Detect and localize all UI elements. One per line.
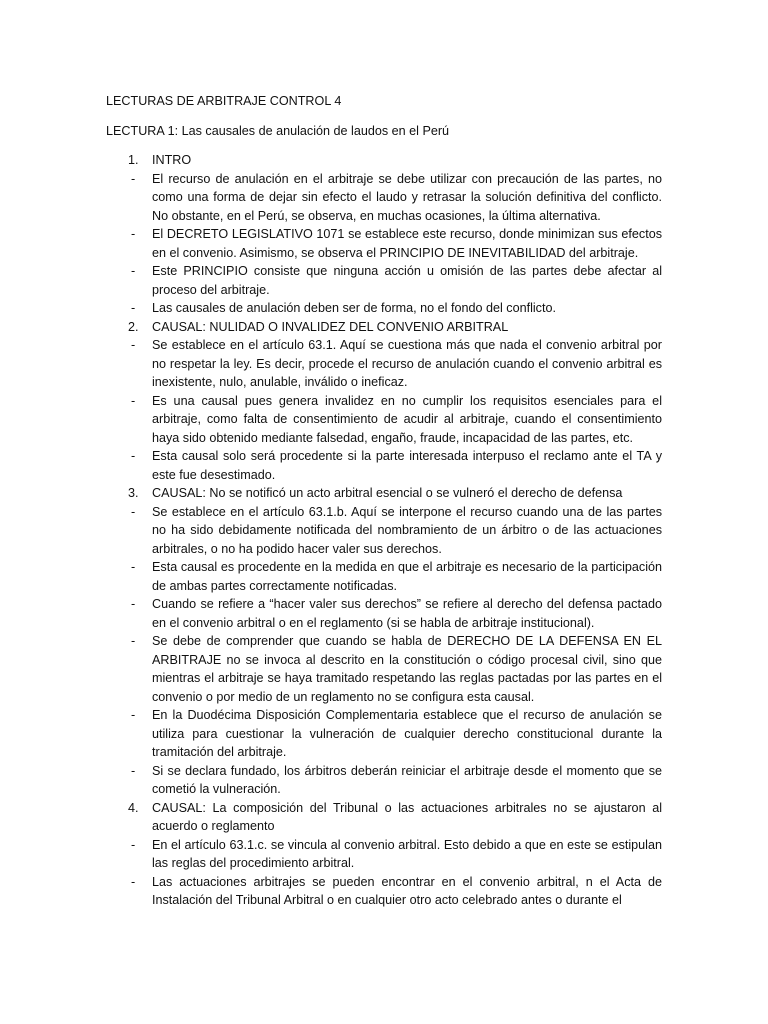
dash-bullet: - <box>131 597 136 611</box>
bullet-item <box>106 447 662 484</box>
bullet-item <box>106 392 662 448</box>
document-title: LECTURAS DE ARBITRAJE CONTROL 4 <box>106 94 342 108</box>
dash-bullet: - <box>131 449 136 463</box>
item-text: Es una causal pues genera invalidez en no cumplir los requisitos esenciales para el arbitraje, como falta de consentimiento de acudir al arbitraje, cuando el consentimiento haya sido obtenido mediante falsedad, engaño, fraude, incapacidad de las partes, etc. <box>152 393 662 445</box>
item-text: Cuando se refiere a “hacer valer sus derechos” se refiere al derecho del defensa pactado en el convenio arbitral o en el reglamento (si se habla de arbitraje institucional). <box>152 597 662 630</box>
bullet-item <box>106 558 662 595</box>
dash-bullet: - <box>131 227 136 241</box>
numbered-heading <box>106 799 662 836</box>
bullet-item <box>106 873 662 910</box>
item-text: Si se declara fundado, los árbitros deberán reiniciar el arbitraje desde el momento que se cometió la vulneración. <box>152 763 662 796</box>
bullet-item <box>106 336 662 392</box>
lectura-title: LECTURA 1: Las causales de anulación de laudos en el Perú <box>106 123 450 138</box>
dash-bullet: - <box>131 837 136 852</box>
item-text: INTRO <box>152 153 192 167</box>
dash-bullet: - <box>131 874 136 889</box>
item-text: Esta causal solo será procedente si la parte interesada interpuso el reclamo ante el TA y este fue desestimado. <box>152 449 662 482</box>
dash-bullet: - <box>131 301 136 315</box>
item-text: Las causales de anulación deben ser de forma, no el fondo del conflicto. <box>152 301 556 315</box>
item-text: En la Duodécima Disposición Complementaria establece que el recurso de anulación se utiliza para cuestionar la vulneración de cualquier derecho constitucional durante la tramitación del arbitraje. <box>152 708 662 759</box>
bullet-item <box>106 262 662 299</box>
dash-bullet: - <box>131 338 136 352</box>
item-text: Se establece en el artículo 63.1.b. Aquí se interpone el recurso cuando una de las partes no ha sido debidamente notificada del nombramiento de un árbitro o de las actuaciones arbitrales, o no ha podido hacer valer sus derechos. <box>152 504 662 556</box>
item-text: CAUSAL: No se notificó un acto arbitral esencial o se vulneró el derecho de defensa <box>152 486 623 500</box>
list-number: 4. <box>128 800 139 815</box>
numbered-heading <box>106 151 662 170</box>
bullet-item <box>106 632 662 706</box>
bullet-item <box>106 299 662 318</box>
item-text: Las actuaciones arbitrajes se pueden encontrar en el convenio arbitral, n el Acta de Instalación del Tribunal Arbitral o en cualquier otro acto celebrado antes o durante el <box>152 874 662 907</box>
numbered-heading <box>106 484 662 503</box>
dash-bullet: - <box>131 560 136 574</box>
dash-bullet: - <box>131 264 136 278</box>
item-text: Esta causal es procedente en la medida en que el arbitraje es necesario de la participación de ambas partes correctamente notificadas. <box>152 560 662 593</box>
bullet-item <box>106 225 662 262</box>
list-number: 2. <box>128 319 139 334</box>
dash-bullet: - <box>131 171 136 186</box>
bullet-item <box>106 836 662 873</box>
bullet-item <box>106 706 662 762</box>
item-text: En el artículo 63.1.c. se vincula al convenio arbitral. Esto debido a que en este se estipulan las reglas del procedimiento arbitral. <box>152 837 662 870</box>
item-text: CAUSAL: NULIDAD O INVALIDEZ DEL CONVENIO ARBITRAL <box>152 319 509 334</box>
list-number: 1. <box>128 153 139 167</box>
outline-list <box>106 151 662 910</box>
dash-bullet: - <box>131 504 136 519</box>
numbered-heading <box>106 318 662 337</box>
dash-bullet: - <box>131 393 136 408</box>
item-text: El DECRETO LEGISLATIVO 1071 se establece este recurso, donde minimizan sus efectos en el convenio. Asimismo, se observa el PRINCIPIO DE INEVITABILIDAD del arbitraje. <box>152 227 662 260</box>
document-body <box>106 92 662 910</box>
dash-bullet: - <box>131 763 136 778</box>
item-text: Se debe de comprender que cuando se habla de DERECHO DE LA DEFENSA EN EL ARBITRAJE no se invoca al descrito en la constitución o código procesal civil, sino que mientras el arbitraje se haya tramitado respetando las reglas pactadas por las partes en el convenio o por medio de un reglamento no se configura esta causal. <box>152 634 662 704</box>
bullet-item <box>106 762 662 799</box>
list-number: 3. <box>128 486 139 500</box>
bullet-item <box>106 595 662 632</box>
item-text: Este PRINCIPIO consiste que ninguna acción u omisión de las partes debe afectar al proceso del arbitraje. <box>152 264 662 297</box>
bullet-item <box>106 170 662 226</box>
dash-bullet: - <box>131 708 136 722</box>
item-text: CAUSAL: La composición del Tribunal o las actuaciones arbitrales no se ajustaron al acuerdo o reglamento <box>152 800 662 833</box>
item-text: Se establece en el artículo 63.1. Aquí se cuestiona más que nada el convenio arbitral por no respetar la ley. Es decir, procede el recurso de anulación cuando el convenio arbitral es inexistente, nulo, anulable, inválido o ineficaz. <box>152 338 662 389</box>
item-text: El recurso de anulación en el arbitraje se debe utilizar con precaución de las partes, no como una forma de dejar sin efecto el laudo y retrasar la solución definitiva del conflicto. No obstante, en el Perú, se observa, en muchas ocasiones, la última alternativa. <box>152 171 662 223</box>
dash-bullet: - <box>131 634 136 648</box>
bullet-item <box>106 503 662 559</box>
